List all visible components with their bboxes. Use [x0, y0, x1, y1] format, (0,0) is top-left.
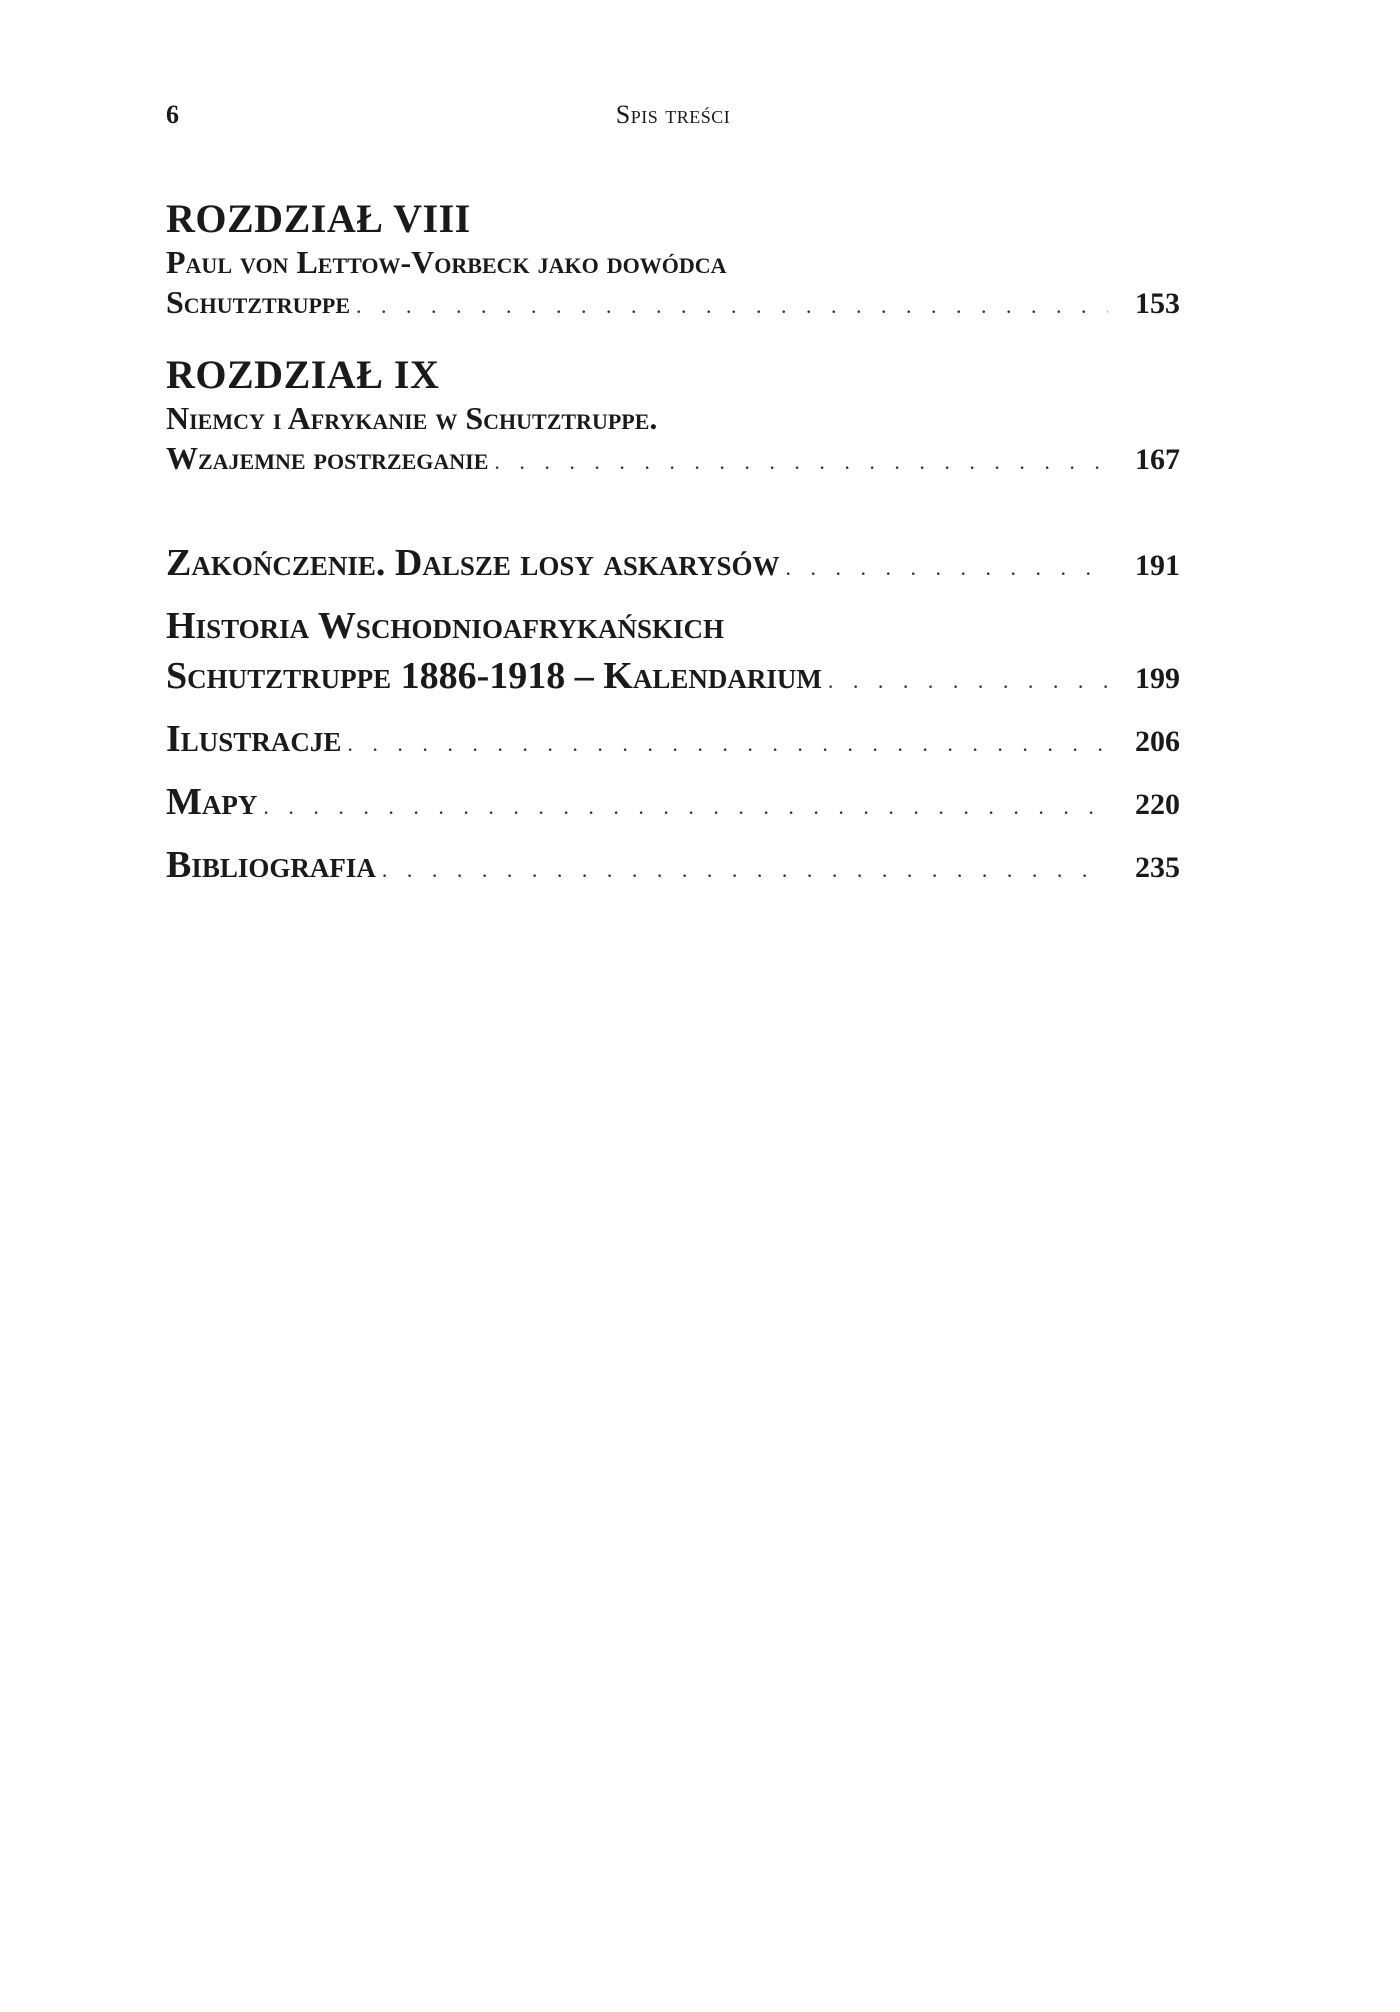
- spacer: [166, 508, 1180, 538]
- entry-line: [166, 601, 1180, 651]
- chapter-title-text: Niemcy i Afrykanie w Schutztruppe.: [166, 400, 658, 436]
- entry-title-text: Ilustracje: [166, 718, 342, 760]
- dot-leader: [356, 286, 1108, 326]
- entry-line-with-page: [166, 714, 1180, 769]
- running-title: Spis treści: [615, 100, 731, 129]
- page-reference: 167: [1135, 443, 1180, 476]
- dot-leader: [263, 782, 1108, 832]
- page-reference: 235: [1135, 851, 1180, 884]
- page-reference: 153: [1135, 287, 1180, 320]
- dot-leader: [828, 656, 1108, 706]
- chapter-title-text: Paul von Lettow-Vorbeck jako dowódca: [166, 244, 727, 280]
- chapter-heading: ROZDZIAŁ IX: [166, 352, 440, 397]
- page-reference: 191: [1135, 549, 1180, 582]
- entry-title-text: Bibliografia: [166, 844, 376, 886]
- entry-line-with-page: [166, 840, 1180, 895]
- page-reference: 199: [1135, 662, 1180, 695]
- chapter-title-text: Schutztruppe: [166, 284, 351, 320]
- chapter-title-text: Wzajemne postrzeganie: [166, 440, 489, 476]
- entry-title-text: Schutztruppe 1886-1918 – Kalendarium: [166, 655, 822, 697]
- page-reference: 220: [1135, 788, 1180, 821]
- entry-title-text: Historia Wschodnioafrykańskich: [166, 605, 725, 647]
- dot-leader: [494, 442, 1108, 482]
- dot-leader: [785, 543, 1108, 593]
- chapter-title-line-with-page: [166, 282, 1180, 326]
- entry-line-with-page: [166, 651, 1180, 706]
- toc-entry-mapy: [166, 777, 1180, 832]
- running-head: [166, 100, 1180, 140]
- dot-leader: [347, 719, 1108, 769]
- toc-chapter-viii: [166, 196, 1180, 326]
- toc-chapter-ix: [166, 352, 1180, 482]
- chapter-title-line-with-page: [166, 438, 1180, 482]
- chapter-heading: ROZDZIAŁ VIII: [166, 196, 471, 241]
- chapter-title-line: [166, 398, 1180, 438]
- page-reference: 206: [1135, 725, 1180, 758]
- dot-leader: [382, 845, 1108, 895]
- entry-line-with-page: [166, 538, 1180, 593]
- entry-line-with-page: [166, 777, 1180, 832]
- entry-title-text: Mapy: [166, 781, 258, 823]
- table-of-contents: [166, 196, 1180, 903]
- chapter-title-line: [166, 242, 1180, 282]
- entry-title-text: Zakończenie. Dalsze losy askarysów: [166, 542, 780, 584]
- toc-entry-historia: [166, 601, 1180, 706]
- toc-entry-zakonczenie: [166, 538, 1180, 593]
- toc-entry-bibliografia: [166, 840, 1180, 895]
- page-number: 6: [166, 100, 179, 129]
- toc-entry-ilustracje: [166, 714, 1180, 769]
